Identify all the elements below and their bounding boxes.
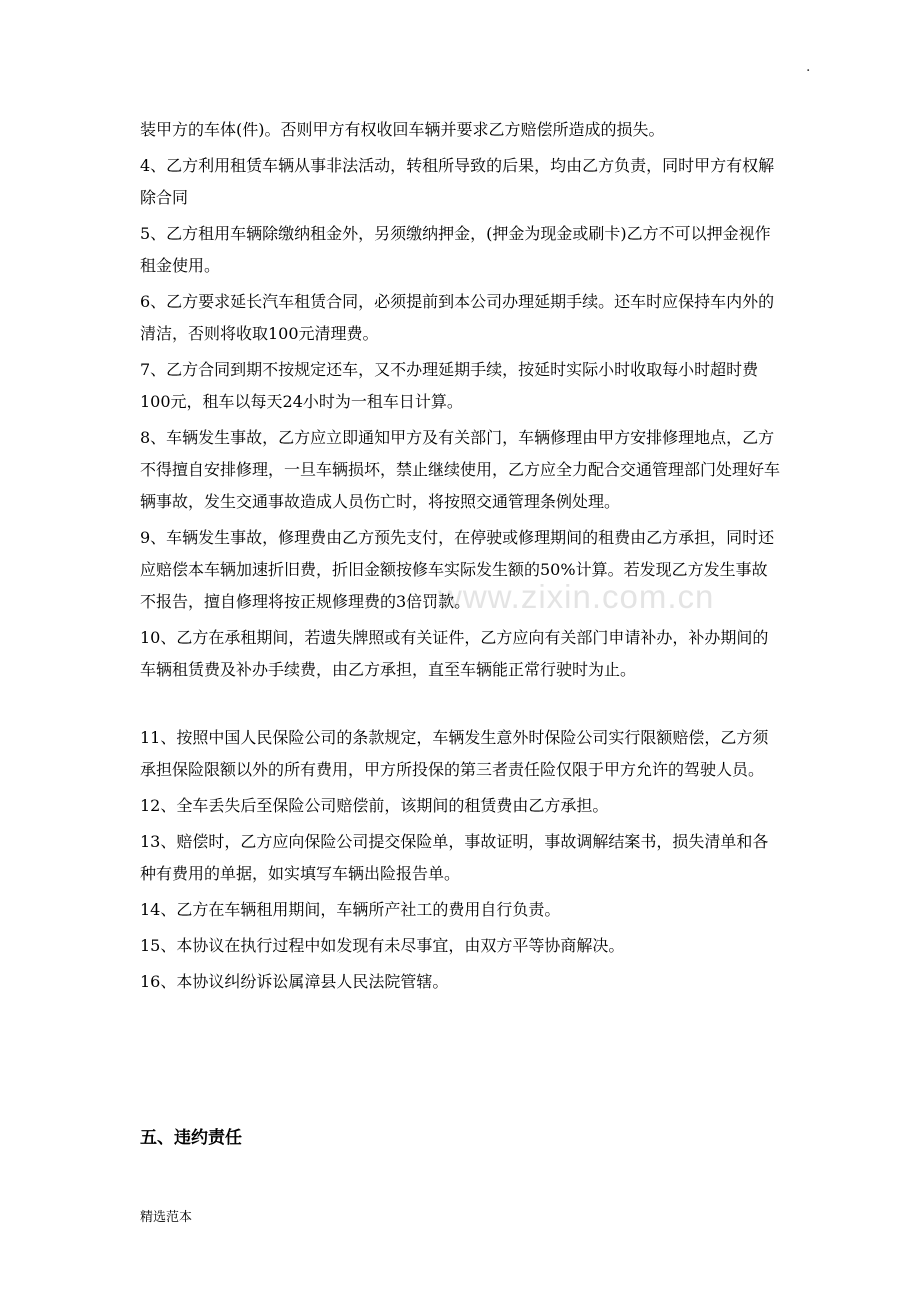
watermark-text: www.zixin.com.cn bbox=[438, 578, 715, 615]
page-corner-mark: · bbox=[806, 63, 811, 79]
clause-12: 12、全车丢失后至保险公司赔偿前，该期间的租赁费由乙方承担。 bbox=[140, 796, 609, 815]
section-heading: 五、违约责任 bbox=[140, 1128, 242, 1148]
clause-16: 16、本协议纠纷诉讼属漳县人民法院管辖。 bbox=[140, 972, 449, 991]
document-body bbox=[140, 114, 780, 1002]
clause-9: 9、车辆发生事故，修理费由乙方预先支付，在停驶或修理期间的租费由乙方承担，同时还应赔偿本车辆加速折旧费，折旧金额按修车实际发生额的50%计算。若发现乙方发生事故不报告，擅自修理将按正规修理费的3倍罚款。 bbox=[140, 528, 775, 611]
clause-5: 5、乙方租用车辆除缴纳租金外，另须缴纳押金，(押金为现金或刷卡)乙方不可以押金视作租金使用。 bbox=[140, 224, 771, 275]
clause-8: 8、车辆发生事故，乙方应立即通知甲方及有关部门，车辆修理由甲方安排修理地点，乙方不得擅自安排修理，一旦车辆损坏，禁止继续使用，乙方应全力配合交通管理部门处理好车辆事故，发生交通事故造成人员伤亡时，将按照交通管理条例处理。 bbox=[140, 428, 781, 511]
clause-15: 15、本协议在执行过程中如发现有未尽事宜，由双方平等协商解决。 bbox=[140, 936, 625, 955]
clause-7: 7、乙方合同到期不按规定还车，又不办理延期手续，按延时实际小时收取每小时超时费100元，租车以每天24小时为一租车日计算。 bbox=[140, 360, 759, 411]
clause-11: 11、按照中国人民保险公司的条款规定，车辆发生意外时保险公司实行限额赔偿，乙方须承担保险限额以外的所有费用，甲方所投保的第三者责任险仅限于甲方允许的驾驶人员。 bbox=[140, 728, 769, 779]
clause-6: 6、乙方要求延长汽车租赁合同，必须提前到本公司办理延期手续。还车时应保持车内外的清洁，否则将收取100元清理费。 bbox=[140, 292, 775, 343]
clause-continuation: 装甲方的车体(件)。否则甲方有权收回车辆并要求乙方赔偿所造成的损失。 bbox=[140, 120, 665, 139]
paragraph-gap bbox=[140, 690, 780, 722]
clause-10: 10、乙方在承租期间，若遗失牌照或有关证件，乙方应向有关部门申请补办，补办期间的车辆租赁费及补办手续费，由乙方承担，直至车辆能正常行驶时为止。 bbox=[140, 628, 769, 679]
footer-label: 精选范本 bbox=[140, 1210, 193, 1225]
clause-13: 13、赔偿时，乙方应向保险公司提交保险单，事故证明，事故调解结案书，损失清单和各种有费用的单据，如实填写车辆出险报告单。 bbox=[140, 832, 769, 883]
clause-14: 14、乙方在车辆租用期间，车辆所产社工的费用自行负责。 bbox=[140, 900, 561, 919]
clause-4: 4、乙方利用租赁车辆从事非法活动，转租所导致的后果，均由乙方负责，同时甲方有权解除合同 bbox=[140, 156, 775, 207]
